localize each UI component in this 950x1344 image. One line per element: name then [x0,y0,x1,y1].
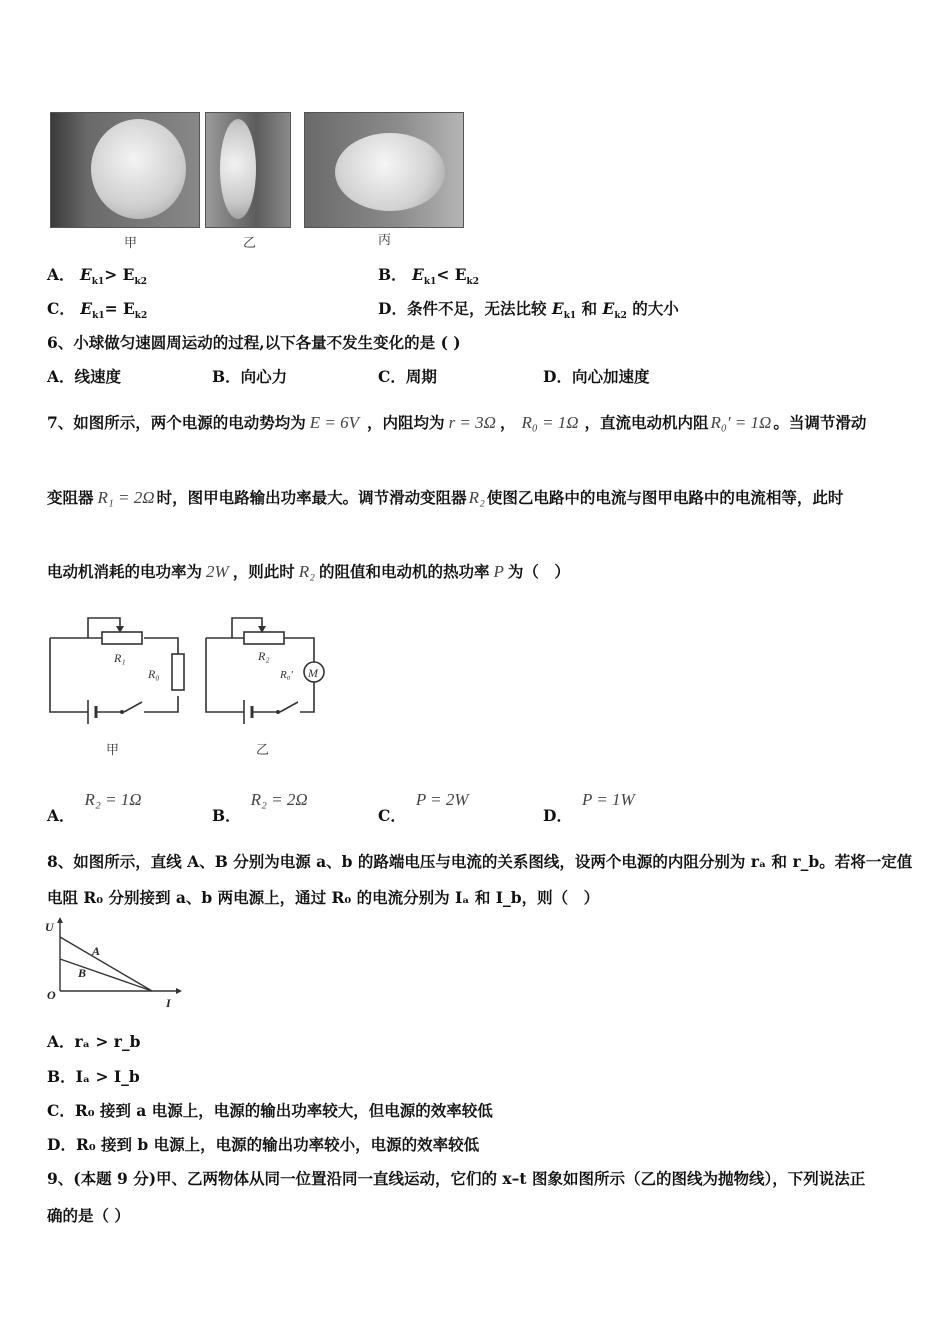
line-b-label: B [78,966,87,980]
q9-line-2: 确的是（ ） [47,1206,130,1225]
q9-line-1: 9、(本题 9 分)甲、乙两物体从同一位置沿同一直线运动，它们的 x–t 图象如图所示（乙的图线为抛物线），下列说法正 [47,1169,866,1188]
q8-option-a[interactable]: A．rₐ > r_b [47,1032,141,1051]
q7-line-2: 变阻器 R₁ = 2Ω 时，图甲电路输出功率最大。调节滑动变阻器 R₂ 使图乙电路中的电流与图甲电路中的电流相等，此时 [47,488,844,507]
caption-yi: 乙 [256,743,270,758]
q5-option-b[interactable]: B． $E_{k1}< E_{k2}$ [378,265,480,288]
q7-option-b[interactable]: B．R₂ = 2Ω [212,790,308,825]
photo-caption-jia: 甲 [124,236,138,251]
circuit-yi [200,604,350,764]
label-r0-prime: R₀′ [280,669,293,681]
q6-option-a[interactable]: A．线速度 [47,367,122,386]
q6-stem: 6、小球做匀速圆周运动的过程,以下各量不发生变化的是 ( ) [47,333,461,352]
q8-option-d[interactable]: D．R₀ 接到 b 电源上，电源的输出功率较小，电源的效率较低 [47,1135,480,1154]
caption-jia: 甲 [106,743,120,758]
q7-option-c[interactable]: C．P = 2W [378,790,469,825]
circuit-jia [44,604,194,764]
label-r1: R₁ [114,651,126,665]
line-a-label: A [92,944,101,958]
q5-option-c[interactable]: C． $E_{k1}= E_{k2}$ [47,299,148,322]
label-r2: R₂ [258,649,270,663]
photo-bing [304,112,464,228]
label-r0: R₀ [148,667,160,681]
axis-i: I [166,996,171,1010]
q8-option-c[interactable]: C．R₀ 接到 a 电源上，电源的输出功率较大，但电源的效率较低 [47,1101,493,1120]
q7-line-3: 电动机消耗的电功率为 2W ，则此时 R₂ 的阻值和电动机的热功率 P 为（ ） [47,562,570,581]
q7-option-a[interactable]: A．R₂ = 1Ω [47,790,142,825]
photo-jia [50,112,200,228]
q5-option-a[interactable]: A． $E_{k1}> E_{k2}$ [47,265,147,288]
q7-option-d[interactable]: D．P = 1W [543,790,635,825]
q5-option-d[interactable]: D．条件不足，无法比较 $E_{k1}$ 和 $E_{k2}$ 的大小 [378,299,679,322]
photo-caption-bing: 丙 [378,233,392,248]
q6-option-c[interactable]: C．周期 [378,367,437,386]
q8-option-b[interactable]: B．Iₐ > I_b [47,1067,140,1086]
q6-option-b[interactable]: B．向心力 [212,367,288,386]
label-motor: M [308,666,318,680]
axis-u: U [45,920,54,934]
q8-line-2: 电阻 R₀ 分别接到 a、b 两电源上，通过 R₀ 的电流分别为 Iₐ 和 I_b，则（ ） [47,888,600,907]
photo-yi [205,112,291,228]
origin: O [47,988,56,1002]
q7-line-1: 7、如图所示，两个电源的电动势均为 E = 6V ，内阻均为 r = 3Ω ， R₀ = 1Ω ，直流电动机内阻 R₀′ = 1Ω 。当调节滑动 [47,413,867,432]
ui-graph [40,915,190,1015]
q8-line-1: 8、如图所示，直线 A、B 分别为电源 a、b 的路端电压与电流的关系图线，设两个电源的内阻分别为 rₐ 和 r_b。若将一定值 [47,852,913,871]
q6-option-d[interactable]: D．向心加速度 [543,367,650,386]
photo-caption-yi: 乙 [243,236,257,251]
